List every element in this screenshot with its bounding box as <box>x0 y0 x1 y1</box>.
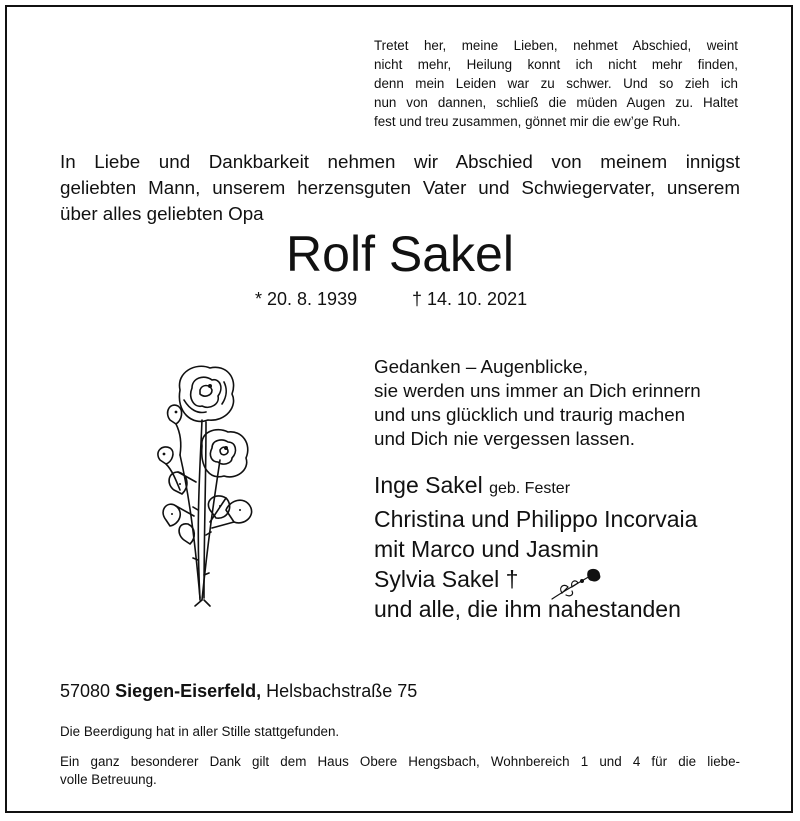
mourners-list <box>374 470 697 624</box>
rose-bouquet-icon <box>140 360 270 610</box>
street: Helsbachstraße 75 <box>266 681 418 701</box>
mourner-children: Christina und Philippo Incorvaia <box>374 506 698 532</box>
intro-line: geliebten Mann, unserem herzensguten Vater und Schwiegervater, unserem <box>60 177 740 198</box>
widow-maiden-name: geb. Fester <box>489 480 571 497</box>
city: Siegen-Eiserfeld, <box>115 681 262 701</box>
mourner-grandchildren: mit Marco und Jasmin <box>374 536 599 562</box>
verse-line: Gedanken – Augenblicke, <box>374 356 589 377</box>
verse-line: und uns glücklich und traurig machen <box>374 404 686 425</box>
birth-date: * 20. 8. 1939 <box>255 289 358 309</box>
thanks-note <box>60 753 740 789</box>
postal-code: 57080 <box>60 681 111 701</box>
verse-line: und Dich nie vergessen lassen. <box>374 428 636 449</box>
mourner-daughter <box>374 564 697 594</box>
thoughts-verse <box>374 355 701 451</box>
deceased-name: Rolf Sakel <box>286 226 514 282</box>
verse-line: sie werden uns immer an Dich erinnern <box>374 380 701 401</box>
small-rose-icon <box>548 567 604 603</box>
daughter-name: Sylvia Sakel <box>374 566 500 592</box>
mourner-widow <box>374 470 697 504</box>
poem-line: Tretet her, meine Lieben, nehmet Abschied, weint <box>374 38 738 53</box>
death-date: † 14. 10. 2021 <box>412 289 528 309</box>
poem-line: fest und treu zusammen, gönnet mir die ew’ge Ruh. <box>374 114 681 129</box>
thanks-line: Ein ganz besonderer Dank gilt dem Haus Obere Hengsbach, Wohnbereich 1 und 4 für die liebe- <box>60 754 740 769</box>
poem <box>374 36 738 131</box>
mourner-others: und alle, die ihm nahestanden <box>374 596 681 622</box>
intro-text <box>60 149 740 227</box>
poem-line: nun von dannen, schließ die müden Augen zu. Haltet <box>374 95 738 110</box>
intro-line: In Liebe und Dankbarkeit nehmen wir Abschied von meinem innigst <box>60 151 740 172</box>
poem-line: denn mein Leiden war zu schwer. Und so zieh ich <box>374 76 738 91</box>
burial-note: Die Beerdigung hat in aller Stille stattgefunden. <box>60 724 340 739</box>
address <box>60 679 417 703</box>
thanks-line: volle Betreuung. <box>60 772 157 787</box>
intro-line: über alles geliebten Opa <box>60 203 264 224</box>
poem-line: nicht mehr, Heilung konnt ich nicht mehr finden, <box>374 57 738 72</box>
cross-symbol: † <box>505 566 519 592</box>
widow-name: Inge Sakel <box>374 472 483 498</box>
